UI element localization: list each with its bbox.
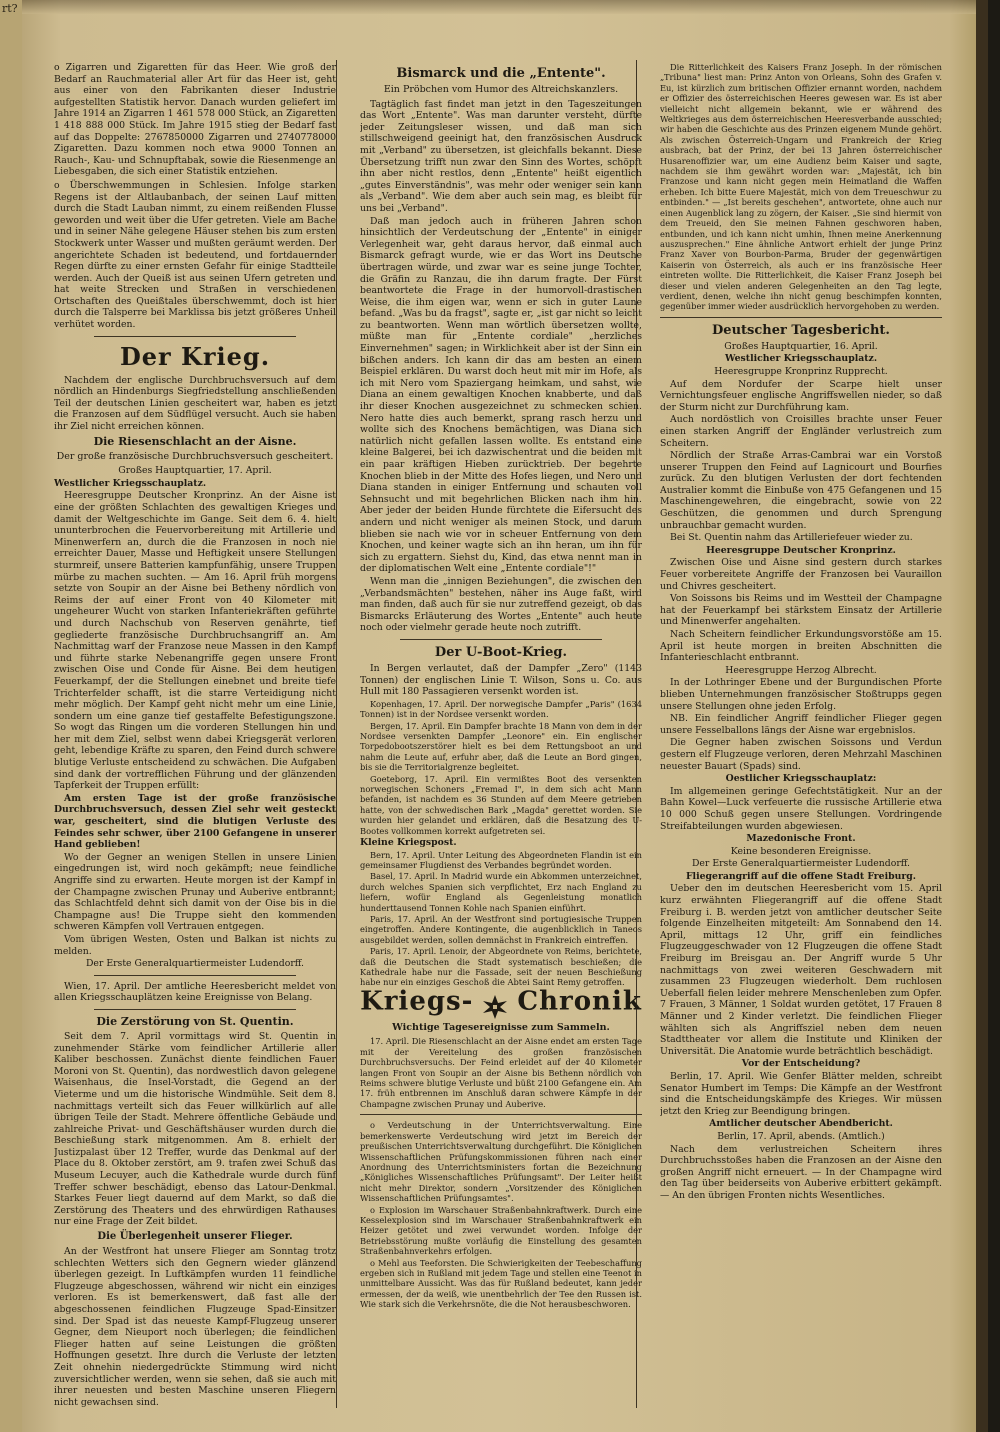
heading-entscheidung: Vor der Entscheidung? — [741, 1058, 861, 1070]
column-1 — [54, 62, 336, 1412]
heading-kleine-kriegspost: Kleine Kriegspost. — [360, 836, 457, 848]
erster-tag-bold: Am ersten Tage ist der große französische Durchbruchsversuch, dessen Ziel sehr weit gesteckt war, gescheitert, sind die blutigen Verluste des Feindes sehr schwer, über 2100 Gefangene in unserer Hand geblieben! — [54, 792, 336, 851]
chronik-subtitle: Wichtige Tagesereignisse zum Sammeln. — [392, 1021, 610, 1033]
article-explosion: o Explosion im Warschauer Straßenbahnkraftwerk. Durch eine Kesselexplosion sind im Warschauer Straßenbahnkraftwerk ein Heizer getötet und zwei verwundet worden. Infolge der Betriebsstörung mußte vorläufig die Einstellung des gesamten Straßenbahnverkehrs erfolgen. — [360, 1204, 642, 1257]
tb-mazedonische: Mazedonische Front. — [746, 833, 856, 845]
heading-tagesbericht: Deutscher Tagesbericht. — [712, 322, 890, 338]
separator — [94, 1009, 296, 1010]
heading-st-quentin: Die Zerstörung von St. Quentin. — [96, 1014, 294, 1028]
tb-p8: In der Lothringer Ebene und der Burgundischen Pforte blieben Unternehmungen französischer Stoßtrupps gegen unsere Stellungen ohne jeden Erfolg. — [660, 677, 942, 712]
article-zigarren: o Zigarren und Zigaretten für das Heer. Wie groß der Bedarf an Rauchmaterial aller Art für das Heer ist, geht aus einer von den Fabrikanten dieser Industrie aufgestellten Statistik hervor. Danach wurden geliefert im Jahre 1914 an Zigarren 1 461 578 000 Stück, an Zigaretten 1 418 888 000 Stück. Im Jahre 1915 stieg der Bedarf fast auf das Doppelte: 2767850000 Zigarren und 2740778000 Zigaretten. Dazu kommen noch etwa 9000 Tonnen an Rauch-, Kau- und Schnupftabak, sowie die Riesenmenge an Liebesgaben, die sich einer Statistik entziehen. — [54, 62, 336, 178]
westlicher-heading: Westlicher Kriegsschauplatz. — [54, 477, 207, 489]
kriegspost-1: Bern, 17. April. Unter Leitung des Abgeordneten Flandin ist ein gemeinsamer Flugdienst des Verbandes begründet worden. — [360, 849, 642, 870]
heading-bismarck: Bismarck und die „Entente". — [396, 66, 606, 81]
entscheidung-text: Berlin, 17. April. Wie Genfer Blätter melden, schreibt Senator Humbert im Temps: Die Kämpfe an der Westfront sind die Entscheidungskämpfe des Krieges. Wir müssen jetzt den Krieg zur Beendigung bringen. — [660, 1070, 942, 1117]
kriegspost-2: Basel, 17. April. In Madrid wurde ein Abkommen unterzeichnet, durch welches Spanien sich verpflichtet, Erz nach England zu liefern, wofür England als Gegenleistung monatlich hunderttausend Tonnen Kohle nach Spanien einführt. — [360, 871, 642, 913]
subheading-bismarck: Ein Pröbchen vom Humor des Altreichskanzlers. — [383, 84, 619, 95]
tb-p3: Nördlich der Straße Arras-Cambrai war ein Vorstoß unserer Truppen den Feind auf Lagnicourt und Bourfies zurück. Zu den blutigen Verlusten der dort fechtenden Australier kommt die Einbuße von 475 Gefangenen und 15 Maschinengewehren, die eingebracht, sowie von 22 Geschützen, die genommen und durch Sprengung unbrauchbar gemacht wurden. — [660, 450, 942, 531]
tb-p1: Auf dem Nordufer der Scarpe hielt unser Vernichtungsfeuer englische Angriffswellen nieder, so daß der Sturm nicht zur Durchführung kam. — [660, 378, 942, 413]
bismarck-p1: Tagtäglich fast findet man jetzt in den Tageszeitungen das Wort „Entente". Was man darunter versteht, dürfte jeder Zeitungsleser wissen, und daß man sich stillschweigend geeinigt hat, den französischen Ausdruck mit „Verband" zu übersetzen, ist gleichfalls bekannt. Diese Übersetzung trifft nun zwar den Sinn des Wortes, schöpft ihn aber nicht restlos, denn „Entente" heißt eigentlich „gutes Einverständnis", was mehr oder weniger sein kann als „Verband". Wie dem aber auch sein mag, es bleibt für uns bei „Verband". — [360, 98, 642, 214]
previous-page-edge — [0, 0, 22, 1432]
tb-albrecht: Heeresgruppe Herzog Albrecht. — [725, 664, 877, 676]
tb-p9: NB. Ein feindlicher Angriff feindlicher Flieger gegen unsere Fesselballons längs der Aisne war ergebnislos. — [660, 713, 942, 736]
tb-p12: Keine besonderen Ereignisse. — [730, 845, 872, 857]
uboot-p4: Goeteborg, 17. April. Ein vermißtes Boot des versenkten norwegischen Schoners „Fremad I", in dem sich acht Mann befanden, ist nachdem es 36 Stunden auf dem Meere getrieben hatte, von der schwedischen Bark „Magda" gerettet worden. Sie wurden hier gelandet und erklären, daß die Besatzung des U-Bootes vollkommen korrekt aufgetreten sei. — [360, 773, 642, 836]
heading-aisne: Die Riesenschlacht an der Aisne. — [93, 434, 297, 448]
tb-oestlicher: Oestlicher Kriegsschauplatz: — [725, 773, 877, 785]
tb-kronprinz: Heeresgruppe Deutscher Kronprinz. — [706, 544, 896, 556]
heading-freiburg: Fliegerangriff auf die offene Stadt Freiburg. — [685, 870, 917, 882]
tb-westlicher: Westlicher Kriegsschauplatz. — [724, 353, 878, 365]
kriegspost-4: Paris, 17. April. Lenoir, der Abgeordnete von Reims, berichtete, daß die Deutschen die Stadt systematisch beschießen; die Kathedrale habe nur die Fassade, seit der neuen Beschießung habe nur ein einziges Geschoß die Abtei Saint Remy getroffen. — [360, 946, 642, 988]
tb-signature: Der Erste Generalquartiermeister Ludendorff. — [691, 858, 911, 870]
gegner-paragraph: Wo der Gegner an wenigen Stellen in unsere Linien eingedrungen ist, wird noch gekämpft; neue feindliche Angriffe sind zu erwarten. Heute morgen ist der Kampf in der Champagne zwischen Prunay und Auberive entbrannt; das Schlachtfeld dehnt sich damit von der Oise bis in die Champagne aus! Die Truppe sieht den kommenden schweren Kämpfen voll Vertrauen entgegen. — [54, 851, 336, 933]
kriegs-chronik-masthead — [360, 986, 642, 1020]
separator — [94, 975, 296, 976]
st-quentin-text: Seit dem 7. April vormittags wird St. Quentin in zunehmender Stärke vom feindlicher Artillerie aller Kaliber beschossen. Zunächst diente feindlichen Fauer Moroni von St. Quentin), das nordwestlich davon gelegene Waisenhaus, die Insel-Vorstadt, die Gegend an der Vieterme und um die historische Windmühle. Seit dem 8. nachmittags verteilt sich das Feuer willkürlich auf alle übrigen Teile der Stadt. Mehrere öffentliche Gebäude und zahlreiche Privat- und Geschäftshäuser wurden durch die Beschießung stark mitgenommen. Am 8. erhielt der Justizpalast über 12 Treffer, wurde das Denkmal auf der Place du 8. Oktober zerstört, am 9. trafen zwei Schuß das Museum Lecuyer, auch die Kathedrale wurde durch fünf Treffer schwer beschädigt, ebenso das Latour-Denkmal. Starkes Feuer liegt dauernd auf dem Markt, so daß die Zerstörung des Theaters und des ehrwürdigen Rathauses nur eine Frage der Zeit bildet. — [54, 1030, 336, 1228]
heeresgruppe-report: Heeresgruppe Deutscher Kronprinz. An der Aisne ist eine der größten Schlachten des gewaltigen Krieges und damit der Weltgeschichte im Gange. Seit dem 6. 4. hielt ununterbrochen die Feuervorbereitung mit Artillerie und Minenwerfern an, durch die die Franzosen in noch nie erreichter Dauer, Masse und Heftigkeit unsere Stellungen sturmreif, unsere Batterien kampfunfähig, unsere Truppen mürbe zu machen suchten. — Am 16. April früh morgens setzte von Soupir an der Aisne bei Betheny nördlich von Reims der auf einer Front von 40 Kilometer mit ungeheurer Wucht von starken Infanteriekräften geführte und durch Nachschub von Reserven genährte, tief gegliederte französische Durchbruchsangriff an. Am Nachmittag warf der Franzose neue Massen in den Kampf und führte starke Nebenangriffe gegen unsere Front zwischen Oise und Conde für Aisne. Bei dem heutigen Feuerkampf, der die Stellungen einebnet und breite tiefe Trichterfelder schafft, ist die starre Verteidigung nicht mehr möglich. Der Kampf geht nicht mehr um eine Linie, sondern um eine ganze tief gestaffelte Befestigungszone. So wogt das Ringen um die vorderen Stellungen hin und her mit dem Ziel, selbst wenn dabei Kriegsgerät verloren geht, lebendige Kräfte zu sparen, den Feind durch schwere blutige Verluste entscheidend zu schwächen. Die Aufgaben sind dank der vortrefflichen Führung und der glänzenden Tapferkeit der Truppen erfüllt: — [54, 490, 336, 792]
separator — [400, 639, 602, 640]
tb-p5: Zwischen Oise und Aisne sind gestern durch starkes Feuer vorbereitete Angriffe der Franzosen bei Vauraillon und Chivres gescheitert. — [660, 557, 942, 592]
tb-p6: Von Soissons bis Reims und im Westteil der Champagne hat der Feuerkampf bei stärkstem Einsatz der Artillerie und Minenwerfer angehalten. — [660, 593, 942, 628]
heading-der-krieg: Der Krieg. — [119, 341, 271, 371]
separator — [94, 336, 296, 337]
kriegspost-3: Paris, 17. April. An der Westfront sind portugiesische Truppen eingetroffen. Andere Kontingente, die augenblicklich in Taneos ausgebildet werden, sollen demnächst in Frankreich eintreffen. — [360, 914, 642, 945]
hq-dateline: Großes Hauptquartier, 17. April. — [118, 465, 272, 477]
separator — [660, 317, 942, 318]
tb-rupprecht: Heeresgruppe Kronprinz Rupprecht. — [714, 365, 888, 377]
newspaper-page — [22, 0, 988, 1432]
heading-abendbericht: Amtlicher deutscher Abendbericht. — [709, 1118, 893, 1130]
uboot-p3: Bergen, 17. April. Ein Dampfer brachte 18 Mann von dem in der Nordsee versenkten Dampfer „Leonore" ein. Ein englischer Torpedobootszerstörer hielt es bei dem Rettungsboot an und nahm die Leute auf, erfuhr aber, daß die Leute an Bord gingen, bis sie die Territorialgrenze begleitet. — [360, 720, 642, 773]
iron-cross-icon — [482, 994, 508, 1020]
abendbericht-dateline: Berlin, 17. April, abends. (Amtlich.) — [717, 1130, 885, 1142]
chronik-text: 17. April. Die Riesenschlacht an der Aisne endet am ersten Tage mit der Vereitelung des großen französischen Durchbruchsversuchs. Der Feind erleidet auf der 40 Kilometer langen Front von Soupir an der Aisne bis Bethenn nördlich von Reims schwere blutige Verluste und büßt 2100 Gefangene ein. Am 17. früh entbrennen im Anschluß daran schwere Kämpfe in der Champagne zwischen Prunay und Auberive. — [360, 1036, 642, 1109]
bismarck-p3: Wenn man die „innigen Beziehungen", die zwischen den „Verbandsmächten" bestehen, näher ins Auge faßt, wird man finden, daß auch für sie nur zutreffend gezeigt, ob das Bismarcks Erläuterung des Wortes „Entente" auch heute noch oder vielmehr gerade heute noch zutrifft. — [360, 575, 642, 634]
heading-uboot: Der U-Boot-Krieg. — [434, 644, 568, 660]
article-tee: o Mehl aus Teeforsten. Die Schwierigkeiten der Teebeschaffung ergeben sich in Rußland mit jedem Tage und stellen eine Teenot in unmittelbare Aussicht. Was das für Rußland bedeutet, kann jeder ermessen, der da weiß, wie unentbehrlich der Tee den Russen ist. Wie stark sich die Verkehrsnöte, die die Not herausbeschworen. — [360, 1257, 642, 1310]
column-3 — [660, 62, 942, 1412]
tb-p10: Die Gegner haben zwischen Soissons und Verdun gestern elf Flugzeuge verloren, deren Mehrzahl Maschinen neuester Bauart (Spads) sind. — [660, 737, 942, 772]
heading-ueberlegenheit: Die Überlegenheit unserer Flieger. — [97, 1231, 293, 1243]
chronik-title-right: Chronik — [517, 986, 642, 1017]
prev-margin-text: rt? — [2, 2, 18, 15]
top-shadow — [22, 0, 988, 14]
article-schlesien: o Überschwemmungen in Schlesien. Infolge starken Regens ist der Altlaubanbach, der seinen Lauf mitten durch die Stadt Lauban nimmt, zu einem reißenden Flusse geworden und weit über die Ufer getreten. Viele am Bache und in seiner Nähe gelegene Häuser stehen bis zum ersten Stockwerk unter Wasser und mußten geräumt werden. Der angerichtete Schaden ist bedeutend, und fortdauernder Regen dürfte zu einer ernsten Gefahr für einige Stadtteile werden. Auch der Queiß ist aus seinen Ufern getreten und hat weite Strecken und Straßen in verschiedenen Ortschaften des Queißtales überschwemmt, doch ist hier durch die Talsperre bei Marklissa bis jetzt größeres Unheil verhütet worden. — [54, 179, 336, 331]
column-rule-1 — [336, 60, 337, 1408]
signature-ludendorff: Der Erste Generalquartiermeister Ludendorff. — [85, 958, 305, 970]
uebrige-fronten: Vom übrigen Westen, Osten und Balkan ist nichts zu melden. — [54, 933, 336, 957]
abendbericht-text: Nach dem verlustreichen Scheitern ihres Durchbruchsstoßes haben die Franzosen an der Aisne den großen Angriff nicht erneuert. — In der Champagne wird den Tag über beiderseits von Auberive erbittert gekämpft.— An den übrigen Fronten nichts Wesentliches. — [660, 1143, 942, 1201]
article-unterricht: o Verdeutschung in der Unterrichtsverwaltung. Eine bemerkenswerte Verdeutschung wird jetzt im Bereich der preußischen Unterrichtsverwaltung durchgeführt. Die Königlichen Wissenschaftlichen Prüfungskommissionen führen nach einer Anordnung des Unterrichtsministers fortan die Bezeichnung „Königliches Wissenschaftliches Prüfungsamt". Der Leiter heißt nicht mehr Direktor, sondern „Vorsitzender des Königlichen Wissenschaftlichen Prüfungsamtes". — [360, 1120, 642, 1204]
tb-p4: Bei St. Quentin nahm das Artilleriefeuer wieder zu. — [670, 532, 913, 544]
tb-dateline: Großes Hauptquartier, 16. April. — [724, 340, 878, 352]
chronik-title-left: Kriegs- — [360, 986, 474, 1017]
tb-p2: Auch nordöstlich von Croisilles brachte unser Feuer einen starken Angriff der Engländer verlustreich zum Scheitern. — [660, 414, 942, 449]
tb-p11: Im allgemeinen geringe Gefechtstätigkeit. Nur an der Bahn Kowel—Luck verfeuerte die russische Artillerie etwa 10 000 Schuß gegen unsere Stellungen. Vordringende Streifabteilungen wurden abgewiesen. — [660, 785, 942, 832]
article-ritterlichkeit: Die Ritterlichkeit des Kaisers Franz Joseph. In der römischen „Tribuna" liest man: Prinz Anton von Orleans, Sohn des Grafen v. Eu, ist kürzlich zum britischen Offizier ernannt worden, nachdem er Offizier des österreichischen Heeres gewesen war. Es ist aber vielleicht nicht allgemein bekannt, wie er während des Weltkrieges aus dem österreichischen Heeresverbande ausschied; wir haben die Geschichte aus des Prinzen eigenem Munde gehört. Als zwischen Österreich-Ungarn und Frankreich der Krieg ausbrach, bat der Prinz, der bei 13 Jahren österreichischer Husarenoffizier war, um eine Audienz beim Kaiser und sagte, nachdem sie ihm gewährt worden war: „Majestät, ich bin Franzose und kann nicht gegen mein Heimatland die Waffen erheben. Ich bitte Euere Majestät, mich von dem Treueschwur zu entbinden." — „Ist bereits geschehen", antwortete, ohne auch nur einen Augenblick lang zu zögern, der Kaiser. „Sie sind hiermit von dem Treueid, den Sie meinen Fahnen geschworen haben, entbunden, und ich kann nicht umhin, Ihnen meine Anerkennung auszusprechen." Eine ähnliche Antwort erhielt der junge Prinz Franz Xaver von Bourbon-Parma, Bruder der gegenwärtigen Kaiserin von Österreich, als auch er ins französische Heer eintreten wollte. Die Ritterlichkeit, die Kaiser Franz Joseph bei dieser und vielen anderen Gelegenheiten an den Tag legte, verdient, denen, welche ihn nicht genug beschimpfen konnten, gegenüber immer wieder ausdrücklich hervorgehoben zu werden. — [660, 62, 942, 312]
krieg-intro: Nachdem der englische Durchbruchsversuch auf dem nördlich an Hindenburgs Siegfriedstellung anschließenden Teil der deutschen Linien gescheitert war, haben es jetzt die Franzosen auf dem Südflügel versucht. Auch sie haben ihr Ziel nicht erreichen können. — [54, 374, 336, 433]
subheading-aisne: Der große französische Durchbruchsversuch gescheitert. — [56, 450, 334, 462]
wien-report: Wien, 17. April. Der amtliche Heeresbericht meldet von allen Kriegsschauplätzen keine Ereignisse von Belang. — [54, 980, 336, 1004]
uboot-p2: Kopenhagen, 17. April. Der norwegische Dampfer „Paris" (1634 Tonnen) ist in der Nordsee versenkt worden. — [360, 698, 642, 720]
uboot-p1: In Bergen verlautet, daß der Dampfer „Zero" (1143 Tonnen) der englischen Linie T. Wilson, Sons u. Co. aus Hull mit 180 Passagieren versenkt worden ist. — [360, 662, 642, 698]
page-binding-edge — [976, 0, 988, 1432]
freiburg-text: Ueber den im deutschen Heeresbericht vom 15. April kurz erwähnten Fliegerangriff auf die offene Stadt Freiburg i. B. werden jetzt von amtlicher deutscher Seite folgende Einzelheiten mitgeteilt: Am Sonnabend den 14. April, mittags 12 Uhr, griff ein feindliches Flugzeuggeschwader von 12 Flugzeugen die offene Stadt Freiburg im Breisgau an. Der Angriff wurde 5 Uhr nachmittags von zwei weiteren Geschwadern mit zusammen 23 Flugzeugen wiederholt. Dem ruchlosen Ueberfall fielen leider mehrere Menschenleben zum Opfer. 7 Frauen, 3 Männer, 1 Soldat wurden getötet, 17 Frauen 8 Männer und 2 Kinder verletzt. Die feindlichen Flieger wählten sich als Angriffsziel neben dem neuen Stadttheater vor allem die Institute und Kliniken der Universität. Die Anatomie wurde beträchtlich beschädigt. — [660, 883, 942, 1057]
bismarck-p2: Daß man jedoch auch in früheren Jahren schon hinsichtlich der Verdeutschung der „Entente" in einiger Verlegenheit war, geht daraus hervor, daß einmal auch Bismarck gefragt wurde, wie er das Wort ins Deutsche übertragen würde, und zwar war es seine junge Tochter, die Gräfin zu Ranzau, die ihn darum fragte. Der Fürst beantwortete die Frage in der humorvoll-drastischen Weise, die ihm eigen war, wenn er sich in guter Laune befand. „Was bu da fragst", sagte er, „ist gar nicht so leicht zu beantworten. Wenn man wörtlich übersetzen wollte, müßte man für „Entente cordiale" „herzliches Einvernehmen" sagen; in Wirklichkeit aber ist der Sinn ein bißchen anders. Ich kann dir das am besten an einem Beispiel erklären. Du warst doch heut mit mir im Hofe, als ich mit Nero vom Spaziergang heimkam, und sahst, wie Diana an einem gewaltigen Knochen knabberte, und daß ihr dieser Knochen ausgezeichnet zu schmecken schien. Nero hatte dies auch bemerkt, sprang rasch herzu und wollte sich des Knochens bemächtigen, was Diana sich natürlich nicht gefallen lassen wollte. Es entstand eine kleine Balgerei, bei ich dazwischentrat und die beiden mit ein paar kräftigen Hieben zurücktrieb. Der begehrte Knochen blieb in der Mitte des Hofes liegen, und Nero und Diana standen in einiger Entfernung und schauten voll Sehnsucht und mit begehrlichen Blicken nach ihm hin. Aber jeder der beiden Hunde fürchtete die Eifersucht des andern und nicht weniger als meinen Stock, und darum blieben sie nach wie vor in scheuer Entfernung von dem Knochen, und keiner wagte sich an ihn heran, um ihn für sich zu ergattern. Siehst du, Kind, das etwa nennt man in der diplomatischen Welt eine „Entente cordiale"!" — [360, 215, 642, 575]
column-2 — [360, 62, 642, 1412]
tb-p7: Nach Scheitern feindlicher Erkundungsvorstöße am 15. April ist heute morgen in breiten Abschnitten die Infanterieschlacht entbrannt. — [660, 629, 942, 664]
ueberlegenheit-text: An der Westfront hat unsere Flieger am Sonntag trotz schlechten Wetters sich den Gegnern wieder glänzend überlegen gezeigt. In Luftkämpfen wurden 11 feindliche Flugzeuge abgeschossen, während wir nicht ein einziges verloren. Es ist bemerkenswert, daß fast alle der abgeschossenen feindlichen Flugzeuge Spad-Einsitzer sind. Der Spad ist das neueste Kampf-Flugzeug unserer Gegner, dem Nieuport noch überlegen; die feindlichen Flieger hatten auf seine Leistungen die größten Hoffnungen gesetzt. Ihre durch die Verluste der letzten Zeit ohnehin niedergedrückte Stimmung wird nicht zuversichtlicher werden, wenn sie sehen, daß sie auch mit ihrer neuesten und besten Maschine unseren Fliegern nicht gewachsen sind. — [54, 1246, 336, 1408]
separator — [360, 1114, 642, 1115]
